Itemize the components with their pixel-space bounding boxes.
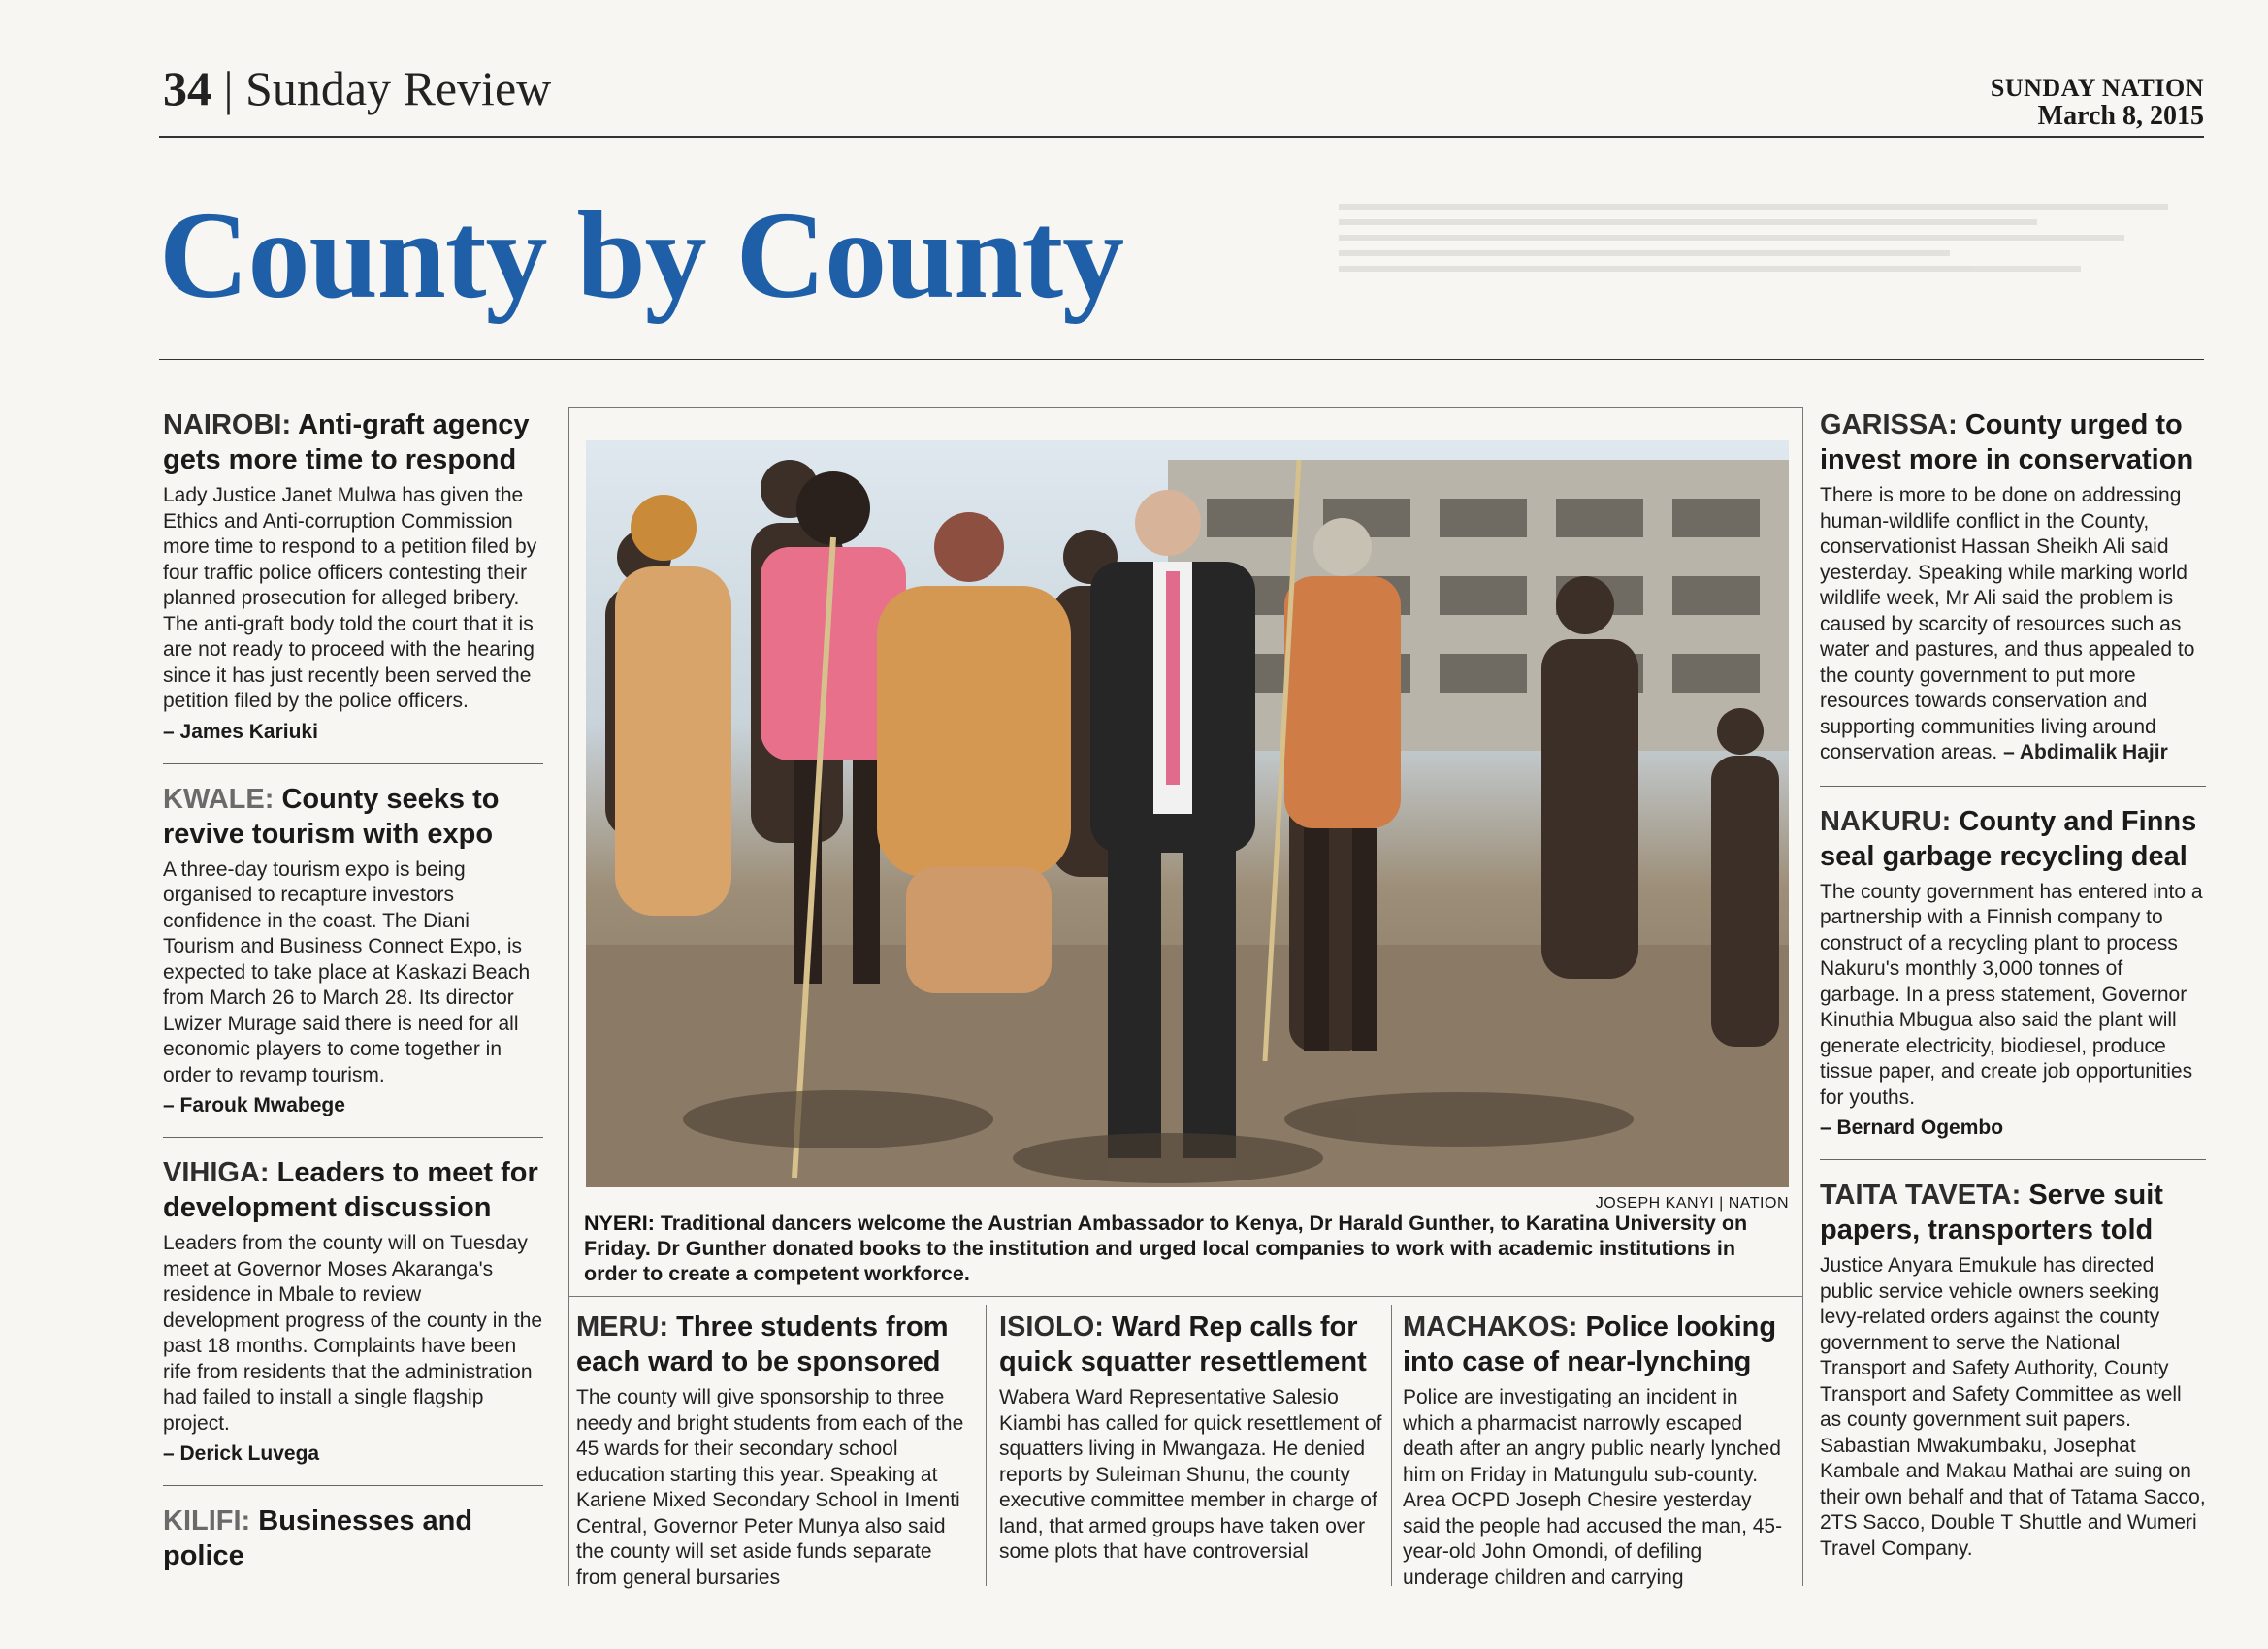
column-divider [1802,407,1803,1586]
story-nakuru [1820,804,2206,1141]
story-headline: MACHAKOS: Police looking into case of near-lynching [1403,1311,1777,1377]
story-divider [1820,786,2206,787]
story-headline: KWALE: County seeks to revive tourism with expo [163,783,500,850]
story-nairobi [163,407,543,744]
story-body: Lady Justice Janet Mulwa has given the Ethics and Anti-corruption Commission more time to respond to a petition filed by four traffic police officers contesting their planned prosecution for alleged bribery. The anti-graft body told the court that it is are not ready to proceed with the hearing since it has just recently been served the petition filed by the police officers. [163,484,537,712]
header-rule [159,136,2204,138]
story-body: A three-day tourism expo is being organised to recapture investors confidence in the coast. The Diani Tourism and Business Connect Expo, is expected to take place at Kaskazi Beach from March 26 to March 28. Its director Lwizer Murage said there is need for all economic players to come together in order to revamp tourism. [163,857,531,1086]
story-headline: KILIFI: Businesses and police [163,1505,473,1571]
paper-name: SUNDAY NATION [1990,74,2204,102]
story-headline: NAIROBI: Anti-graft agency gets more time to respond [163,409,530,475]
story-body: Wabera Ward Representative Salesio Kiambi has called for quick resettlement of squatters living in Mwangaza. He denied reports by Suleiman Shunu, the county executive committee member in charge of land, that armed groups have taken over some plots that have controversial [999,1386,1382,1563]
column-divider [568,407,569,1586]
story-divider [163,1485,543,1486]
story-kwale [163,782,543,1118]
story-byline: – Bernard Ogembo [1820,1116,2004,1139]
news-photo [586,440,1789,1187]
story-divider [163,763,543,764]
caption-text: Traditional dancers welcome the Austrian Ambassador to Kenya, Dr Harald Gunther, to Karatina University on Friday. Dr Gunther donated books to the institution and urged local companies to work with academic institutions in order to create a competent workforce. [584,1212,1748,1285]
story-body: The county government has entered into a partnership with a Finnish company to construct of a recycling plant to process Nakuru's monthly 3,000 tonnes of garbage. In a press statement, Governor Kinuthia Mbugua also said the plant will generate electricity, biodiesel, produce tissue paper, and create job opportunities for youths. [1820,880,2203,1109]
story-byline: – Abdimalik Hajir [2003,741,2168,763]
story-headline: ISIOLO: Ward Rep calls for quick squatter resettlement [999,1311,1367,1377]
story-body: Justice Anyara Emukule has directed public service vehicle owners seeking levy-related orders against the county government to serve the National Transport and Safety Authority, County Transport and Safety Committee as well as county government suit papers. Sabastian Mwakumbaku, Josephat Kambale and Makau Mathai are suing on their own behalf and that of Tatama Sacco, 2TS Sacco, Double T Shuttle and Wumeri Travel Company. [1820,1254,2206,1560]
story-divider [1820,1159,2206,1160]
photo-illustration [586,440,1789,1187]
story-body: There is more to be done on addressing human-wildlife conflict in the County, conservationist Hassan Sheikh Ali said yesterday. Speaking while marking world wildlife week, Mr Ali said the problem is caused by scarcity of resources such as water and pastures, and thus appealed to the county government to put more resources towards conservation and supporting communities living around conservation areas. – Abdimalik Hajir [1820,484,2195,763]
issue-date: March 8, 2015 [2037,101,2204,131]
story-body: Leaders from the county will on Tuesday meet at Governor Moses Akaranga's residence in Mbale to review development progress of the county in the past 18 months. Complaints have been rife from residents that the administration had failed to install a single flagship project. [163,1232,543,1435]
page-number: 34 [163,61,211,115]
story-byline: – Farouk Mwabege [163,1094,345,1116]
story-vihiga [163,1155,543,1466]
story-headline: TAITA TAVETA: Serve suit papers, transporters told [1820,1180,2163,1245]
story-garissa [1820,407,2206,766]
story-taita-taveta [1820,1178,2206,1562]
story-headline: MERU: Three students from each ward to be sponsored [576,1311,949,1377]
column-divider [986,1305,987,1586]
bleed-through-texture [1339,194,2212,310]
page-number-section: 34 | Sunday Review [163,61,552,115]
caption-place: NYERI: [584,1212,655,1235]
headline-rule [159,359,2204,360]
story-byline: – Derick Luvega [163,1442,320,1465]
left-column [163,407,543,1571]
column-divider [1391,1305,1392,1586]
story-body: The county will give sponsorship to three needy and bright students from each of the 45 wards for their secondary school education starting this year. Speaking at Kariene Mixed Secondary School in Imenti Central, Governor Peter Munya also said the county will set aside funds separate from general bursaries [576,1386,964,1589]
story-headline: VIHIGA: Leaders to meet for development discussion [163,1157,538,1223]
section-name: Sunday Review [245,61,552,115]
story-headline: NAKURU: County and Finns seal garbage recycling deal [1820,805,2197,872]
story-divider [163,1137,543,1138]
page-headline: County by County [159,186,1124,324]
photo-caption [584,1211,1791,1286]
right-column [1820,407,2206,1562]
photo-top-rule [568,407,1802,408]
story-meru [576,1310,968,1591]
story-isiolo [999,1310,1387,1591]
story-kilifi [163,1504,543,1571]
story-machakos [1403,1310,1791,1591]
story-body: Police are investigating an incident in which a pharmacist narrowly escaped death after an angry public nearly lynched him on Friday in Matungulu sub-county. Area OCPD Joseph Chesire yesterday said the people had accused the man, 45-year-old John Omondi, of defiling underage children and carrying [1403,1386,1783,1589]
story-headline: GARISSA: County urged to invest more in conservation [1820,409,2194,475]
story-byline: – James Kariuki [163,720,318,743]
photo-credit: JOSEPH KANYI | NATION [1595,1195,1789,1212]
bottom-rule [568,1296,1802,1297]
